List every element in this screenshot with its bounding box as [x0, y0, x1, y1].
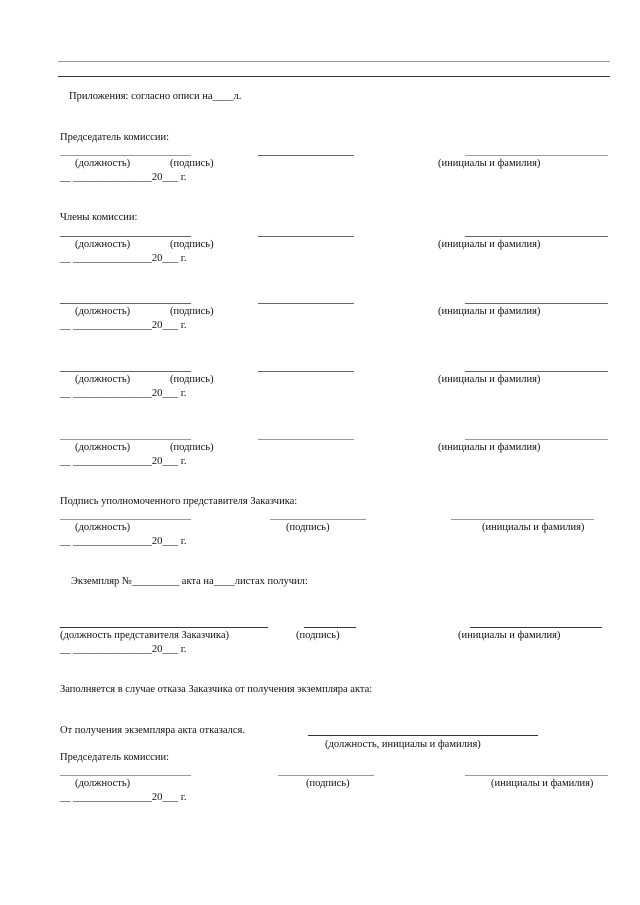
- date-line: __ _______________20___ г.: [60, 320, 187, 331]
- date-line: __ _______________20___ г.: [60, 644, 187, 655]
- position-line: [60, 303, 191, 304]
- position-line: [60, 155, 191, 156]
- initials-line: [465, 371, 608, 372]
- customer-position-line: [60, 627, 268, 628]
- customer-position-label: (должность представителя Заказчика): [60, 630, 229, 641]
- signature-label: (подпись): [306, 778, 350, 789]
- signature-label: (подпись): [170, 158, 214, 169]
- initials-line: [451, 519, 594, 520]
- signature-label: (подпись): [286, 522, 330, 533]
- position-line: [60, 439, 191, 440]
- signature-line: [258, 303, 354, 304]
- position-label: (должность): [75, 158, 131, 169]
- members-heading: Члены комиссии:: [60, 212, 138, 223]
- position-line: [60, 519, 191, 520]
- header-rule: [58, 76, 610, 77]
- signature-line: [258, 439, 354, 440]
- initials-label: (инициалы и фамилия): [482, 522, 585, 533]
- copy-received-line: Экземпляр №_________ акта на____листах получил:: [71, 576, 308, 587]
- initials-line: [470, 627, 602, 628]
- top-rule: [58, 61, 610, 62]
- position-label: (должность): [75, 522, 131, 533]
- refused-text: От получения экземпляра акта отказался.: [60, 725, 245, 736]
- initials-label: (инициалы и фамилия): [438, 306, 541, 317]
- signature-line: [270, 519, 366, 520]
- position-line: [60, 236, 191, 237]
- signature-label: (подпись): [170, 306, 214, 317]
- refusal-heading: Заполняется в случае отказа Заказчика от получения экземпляра акта:: [60, 684, 373, 695]
- position-initials-line: [308, 735, 538, 736]
- initials-label: (инициалы и фамилия): [458, 630, 561, 641]
- initials-line: [465, 439, 608, 440]
- signature-line: [278, 775, 374, 776]
- position-label: (должность): [75, 442, 131, 453]
- position-label: (должность): [75, 306, 131, 317]
- signature-label: (подпись): [170, 239, 214, 250]
- position-label: (должность): [75, 239, 131, 250]
- initials-label: (инициалы и фамилия): [438, 158, 541, 169]
- signature-label: (подпись): [170, 374, 214, 385]
- date-line: __ _______________20___ г.: [60, 792, 187, 803]
- signature-line: [258, 155, 354, 156]
- date-line: __ _______________20___ г.: [60, 388, 187, 399]
- customer-rep-heading: Подпись уполномоченного представителя Заказчика:: [60, 496, 298, 507]
- initials-label: (инициалы и фамилия): [438, 442, 541, 453]
- attachments-line: Приложения: согласно описи на____л.: [69, 91, 242, 102]
- signature-line: [258, 236, 354, 237]
- signature-label: (подпись): [296, 630, 340, 641]
- position-line: [60, 371, 191, 372]
- initials-line: [465, 303, 608, 304]
- position-label: (должность): [75, 374, 131, 385]
- final-chairman-heading: Председатель комиссии:: [60, 752, 169, 763]
- date-line: __ _______________20___ г.: [60, 456, 187, 467]
- position-label: (должность): [75, 778, 131, 789]
- date-line: __ _______________20___ г.: [60, 253, 187, 264]
- initials-line: [465, 236, 608, 237]
- initials-label: (инициалы и фамилия): [491, 778, 594, 789]
- position-line: [60, 775, 191, 776]
- initials-label: (инициалы и фамилия): [438, 374, 541, 385]
- chairman-heading: Председатель комиссии:: [60, 132, 169, 143]
- date-line: __ _______________20___ г.: [60, 536, 187, 547]
- initials-label: (инициалы и фамилия): [438, 239, 541, 250]
- signature-line: [258, 371, 354, 372]
- signature-line: [304, 627, 356, 628]
- position-initials-label: (должность, инициалы и фамилия): [325, 739, 481, 750]
- date-line: __ _______________20___ г.: [60, 172, 187, 183]
- initials-line: [465, 155, 608, 156]
- initials-line: [465, 775, 608, 776]
- signature-label: (подпись): [170, 442, 214, 453]
